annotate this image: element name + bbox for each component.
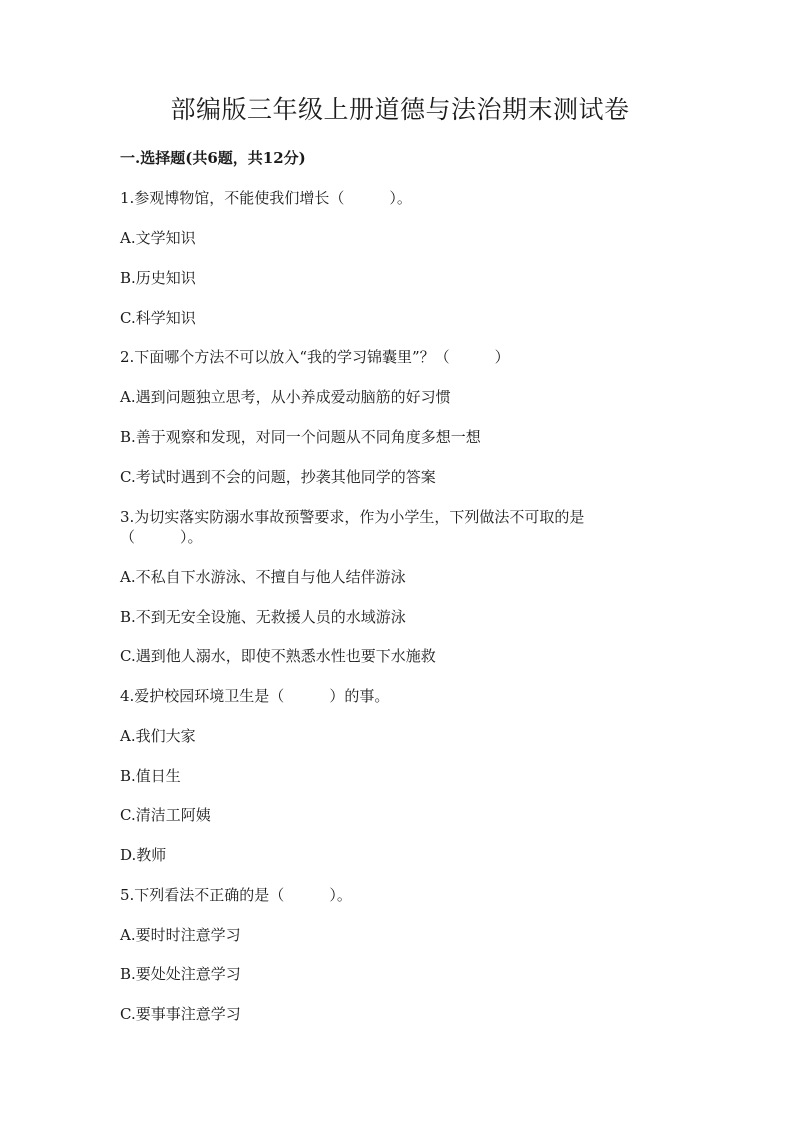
question-3-stem-line-1: 3.为切实落实防溺水事故预警要求，作为小学生，下列做法不可取的是 [120,508,585,526]
question-5-option-b: B.要处处注意学习 [120,965,241,983]
question-1-option-b: B.历史知识 [120,269,196,287]
question-3-option-b: B.不到无安全设施、无救援人员的水域游泳 [120,608,406,626]
question-4-option-a: A.我们大家 [120,727,196,745]
question-5-option-a: A.要时时注意学习 [120,926,241,944]
question-5-option-c: C.要事事注意学习 [120,1005,241,1023]
question-5-stem: 5.下列看法不正确的是（ ）。 [120,886,352,904]
question-1-option-a: A.文学知识 [120,229,196,247]
question-4-stem: 4.爱护校园环境卫生是（ ）的事。 [120,687,390,705]
question-2-option-a: A.遇到问题独立思考，从小养成爱动脑筋的好习惯 [120,388,451,406]
question-1-option-c: C.科学知识 [120,309,196,327]
question-3-option-a: A.不私自下水游泳、不擅自与他人结伴游泳 [120,568,406,586]
question-1-stem: 1.参观博物馆，不能使我们增长（ ）。 [120,189,412,207]
question-2-option-b: B.善于观察和发现，对同一个问题从不同角度多想一想 [120,428,481,446]
question-4-option-d: D.教师 [120,846,167,864]
question-2-stem: 2.下面哪个方法不可以放入“我的学习锦囊里”？（ ） [120,348,510,366]
question-4-option-b: B.值日生 [120,767,181,785]
question-3-stem-line-2: （ ）。 [120,528,203,546]
page-title: 部编版三年级上册道德与法治期末测试卷 [170,95,630,124]
question-3-option-c: C.遇到他人溺水，即使不熟悉水性也要下水施救 [120,647,436,665]
section-heading: 一.选择题(共6题，共12分) [120,149,306,167]
question-2-option-c: C.考试时遇到不会的问题，抄袭其他同学的答案 [120,468,436,486]
question-4-option-c: C.清洁工阿姨 [120,806,211,824]
